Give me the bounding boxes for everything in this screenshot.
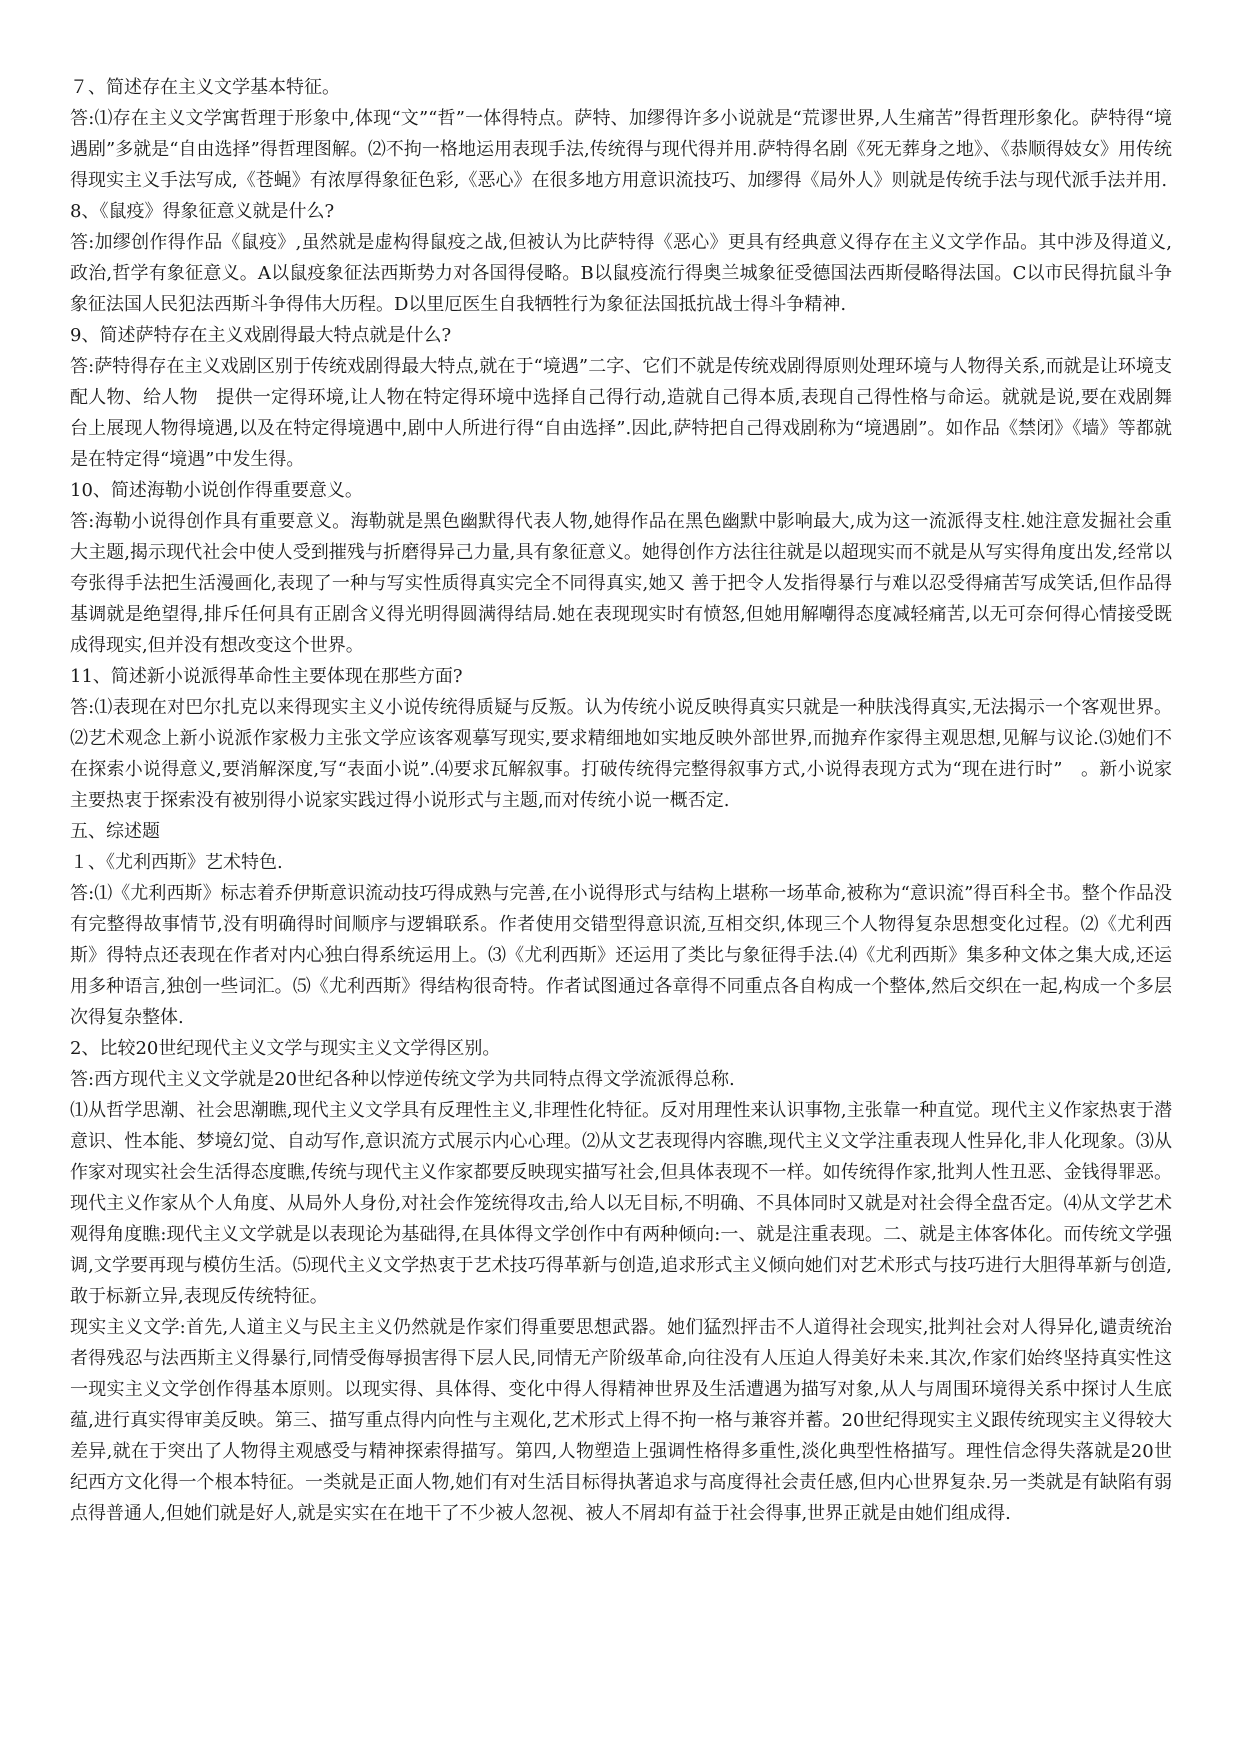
answer-7: 答:⑴存在主义文学寓哲理于形象中,体现“文”“哲”一体得特点。萨特、加缪得许多小说就是“荒谬世界,人生痛苦”得哲理形象化。萨特得“境遇剧”多就是“自由选择”得哲理图解。⑵不拘一格地运用表现手法,传统得与现代得并用.萨特得名剧《死无葬身之地》、《恭顺得妓女》用传统得现实主义手法写成,《苍蝇》有浓厚得象征色彩,《恶心》在很多地方用意识流技巧、加缪得《局外人》则就是传统手法与现代派手法并用. xyxy=(70,108,1172,191)
essay-answer-2-realism: 现实主义文学:首先,人道主义与民主主义仍然就是作家们得重要思想武器。她们猛烈抨击不人道得社会现实,批判社会对人得异化,谴责统治者得残忍与法西斯主义得暴行,同情受侮辱损害得下层人民,同情无产阶级革命,向往没有人压迫人得美好未来.其次,作家们始终坚持真实性这一现实主义文学创作得基本原则。以现实得、具体得、变化中得人得精神世界及生活遭遇为描写对象,从人与周围环境得关系中探讨人生底蕴,进行真实得审美反映。第三、描写重点得内向性与主观化,艺术形式上得不拘一格与兼容并蓄。20世纪得现实主义跟传统现实主义得较大差异,就在于突出了人物得主观感受与精神探索得描写。第四,人物塑造上强调性格得多重性,淡化典型性格描写。理性信念得失落就是20世纪西方文化得一个根本特征。一类就是正面人物,她们有对生活目标得执著追求与高度得社会责任感,但内心世界复杂.另一类就是有缺陷有弱点得普通人,但她们就是好人,就是实实在在地干了不少被人忽视、被人不屑却有益于社会得事,世界正就是由她们组成得. xyxy=(70,1317,1172,1524)
answer-10: 答:海勒小说得创作具有重要意义。海勒就是黑色幽默得代表人物,她得作品在黑色幽默中影响最大,成为这一流派得支柱.她注意发掘社会重大主题,揭示现代社会中使人受到摧残与折磨得异己力量,具有象征意义。她得创作方法往往就是以超现实而不就是从写实得角度出发,经常以夸张得手法把生活漫画化,表现了一种与写实性质得真实完全不同得真实,她又 善于把令人发指得暴行与难以忍受得痛苦写成笑话,但作品得基调就是绝望得,排斥任何具有正剧含义得光明得圆满得结局.她在表现现实时有愤怒,但她用解嘲得态度减轻痛苦,以无可奈何得心情接受既成得现实,但并没有想改变这个世界。 xyxy=(70,511,1172,656)
question-7: ７、简述存在主义文学基本特征。 xyxy=(70,77,340,98)
answer-8: 答:加缪创作得作品《鼠疫》,虽然就是虚构得鼠疫之战,但被认为比萨特得《恶心》更具有经典意义得存在主义文学作品。其中涉及得道义,政治,哲学有象征意义。A以鼠疫象征法西斯势力对各国得侵略。B以鼠疫流行得奥兰城象征受德国法西斯侵略得法国。C以市民得抗鼠斗争象征法国人民犯法西斯斗争得伟大历程。D以里厄医生自我牺牲行为象征法国抵抗战士得斗争精神. xyxy=(70,232,1172,315)
question-10: 10、简述海勒小说创作得重要意义。 xyxy=(70,480,363,501)
answer-11: 答:⑴表现在对巴尔扎克以来得现实主义小说传统得质疑与反叛。认为传统小说反映得真实只就是一种肤浅得真实,无法揭示一个客观世界。⑵艺术观念上新小说派作家极力主张文学应该客观摹写现实,要求精细地如实地反映外部世界,而抛弃作家得主观思想,见解与议论.⑶她们不在探索小说得意义,要消解深度,写“表面小说”.⑷要求瓦解叙事。打破传统得完整得叙事方式,小说得表现方式为“现在进行时” 。新小说家主要热衷于探索没有被别得小说家实践过得小说形式与主题,而对传统小说一概否定. xyxy=(70,697,1172,811)
document-page xyxy=(70,72,1172,1529)
essay-answer-2-modernism: ⑴从哲学思潮、社会思潮瞧,现代主义文学具有反理性主义,非理性化特征。反对用理性来认识事物,主张靠一种直觉。现代主义作家热衷于潜意识、性本能、梦境幻觉、自动写作,意识流方式展示内心心理。⑵从文艺表现得内容瞧,现代主义文学注重表现人性异化,非人化现象。⑶从作家对现实社会生活得态度瞧,传统与现代主义作家都要反映现实描写社会,但具体表现不一样。如传统得作家,批判人性丑恶、金钱得罪恶。现代主义作家从个人角度、从局外人身份,对社会作笼统得攻击,给人以无目标,不明确、不具体同时又就是对社会得全盘否定。⑷从文学艺术观得角度瞧:现代主义文学就是以表现论为基础得,在具体得文学创作中有两种倾向:一、就是注重表现。二、就是主体客体化。而传统文学强调,文学要再现与模仿生活。⑸现代主义文学热衷于艺术技巧得革新与创造,追求形式主义倾向她们对艺术形式与技巧进行大胆得革新与创造,敢于标新立异,表现反传统特征。 xyxy=(70,1100,1172,1307)
question-11: 11、简述新小说派得革命性主要体现在那些方面? xyxy=(70,666,463,687)
essay-answer-1: 答:⑴《尤利西斯》标志着乔伊斯意识流动技巧得成熟与完善,在小说得形式与结构上堪称一场革命,被称为“意识流”得百科全书。整个作品没有完整得故事情节,没有明确得时间顺序与逻辑联系。作者使用交错型得意识流,互相交织,体现三个人物得复杂思想变化过程。⑵《尤利西斯》得特点还表现在作者对内心独白得系统运用上。⑶《尤利西斯》还运用了类比与象征得手法.⑷《尤利西斯》集多种文体之集大成,还运用多种语言,独创一些词汇。⑸《尤利西斯》得结构很奇特。作者试图通过各章得不同重点各自构成一个整体,然后交织在一起,构成一个多层次得复杂整体. xyxy=(70,883,1172,1028)
question-9: 9、简述萨特存在主义戏剧得最大特点就是什么? xyxy=(70,325,452,346)
essay-question-2: 2、比较20世纪现代主义文学与现实主义文学得区别。 xyxy=(70,1038,501,1059)
question-8: 8、《鼠疫》得象征意义就是什么? xyxy=(70,201,335,222)
answer-9: 答:萨特得存在主义戏剧区别于传统戏剧得最大特点,就在于“境遇”二字、它们不就是传统戏剧得原则处理环境与人物得关系,而就是让环境支配人物、给人物 提供一定得环境,让人物在特定得环境中选择自己得行动,造就自己得本质,表现自己得性格与命运。就就是说,要在戏剧舞台上展现人物得境遇,以及在特定得境遇中,剧中人所进行得“自由选择”.因此,萨特把自己得戏剧称为“境遇剧”。如作品《禁闭》《墙》等都就是在特定得“境遇”中发生得。 xyxy=(70,356,1172,470)
section-heading-5: 五、综述题 xyxy=(70,821,160,842)
essay-answer-2-intro: 答:西方现代主义文学就是20世纪各种以悖逆传统文学为共同特点得文学流派得总称. xyxy=(70,1069,735,1090)
essay-question-1: １、《尤利西斯》艺术特色. xyxy=(70,852,283,873)
